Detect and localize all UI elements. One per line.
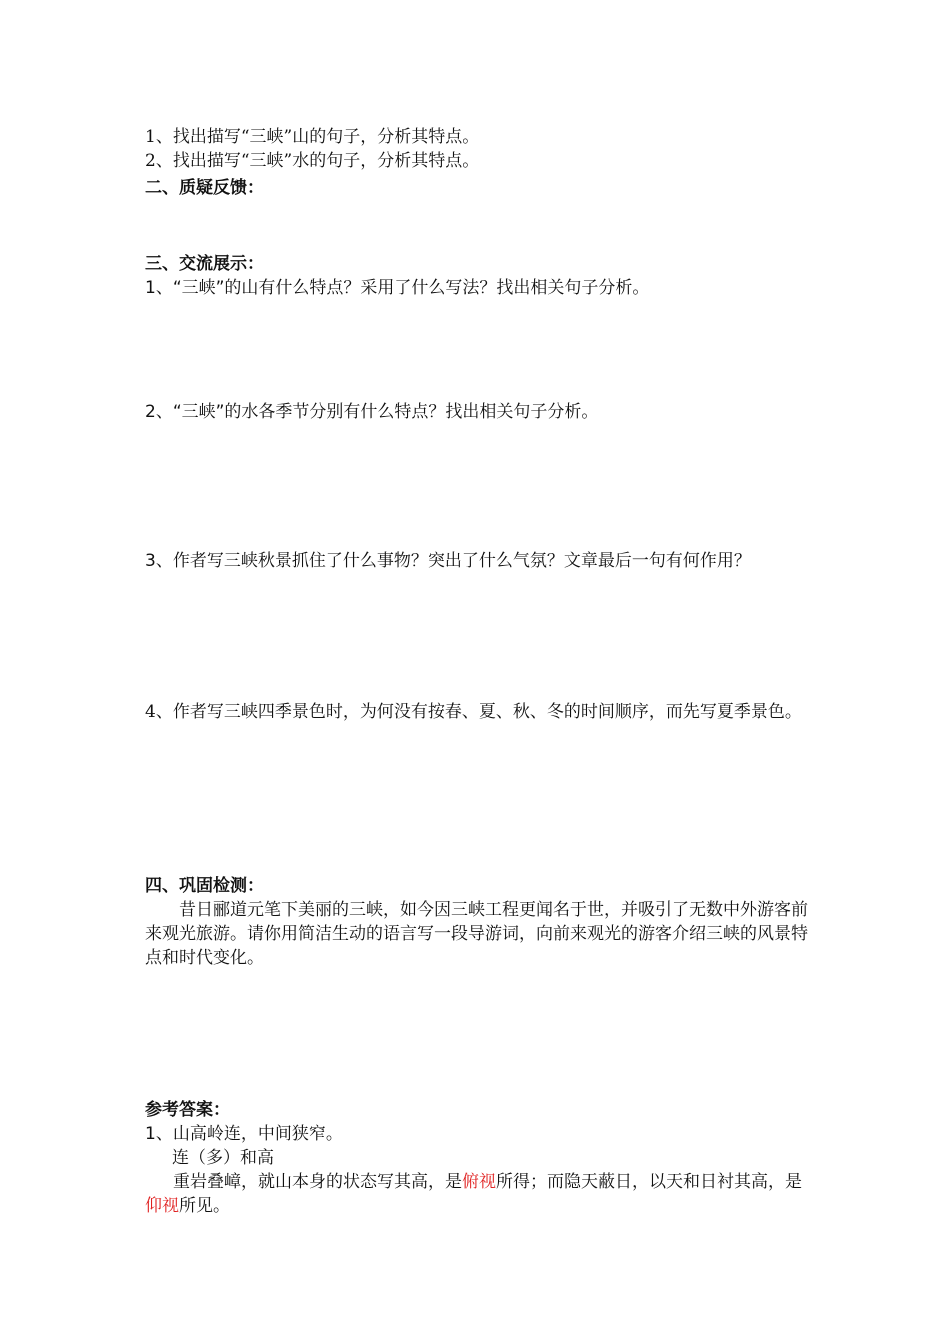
section-4-heading: 四、巩固检测： xyxy=(145,876,264,896)
section-3-question-3: 3、作者写三峡秋景抓住了什么事物？突出了什么气氛？文章最后一句有何作用？ xyxy=(145,551,751,571)
answer-1-detail xyxy=(145,1170,813,1218)
section-3-question-1: 1、“三峡”的山有什么特点？采用了什么写法？找出相关句子分析。 xyxy=(145,278,650,298)
section-3-question-4: 4、作者写三峡四季景色时，为何没有按春、夏、秋、冬的时间顺序，而先写夏季景色。 xyxy=(145,702,802,722)
preview-question-2: 2、找出描写“三峡”水的句子，分析其特点。 xyxy=(145,151,480,171)
answer-1-detail-part-2: 所得；而隐天蔽日，以天和日衬其高，是 xyxy=(496,1172,802,1192)
answers-heading: 参考答案： xyxy=(145,1100,230,1120)
answer-1-highlight-look-up: 仰视 xyxy=(145,1196,179,1216)
answer-1-detail-part-3: 所见。 xyxy=(179,1196,230,1216)
section-2-heading: 二、质疑反馈： xyxy=(145,178,264,198)
answer-1-sub: 连（多）和高 xyxy=(172,1148,274,1168)
preview-question-1: 1、找出描写“三峡”山的句子，分析其特点。 xyxy=(145,127,480,147)
section-4-body: 昔日郦道元笔下美丽的三峡，如今因三峡工程更闻名于世，并吸引了无数中外游客前来观光旅游。请你用简洁生动的语言写一段导游词，向前来观光的游客介绍三峡的风景特点和时代变化。 xyxy=(145,900,808,968)
section-3-question-2: 2、“三峡”的水各季节分别有什么特点？找出相关句子分析。 xyxy=(145,402,599,422)
answer-1-highlight-overlook: 俯视 xyxy=(462,1172,496,1192)
section-3-heading: 三、交流展示： xyxy=(145,254,264,274)
answer-1-detail-part-1: 重岩叠嶂，就山本身的状态写其高，是 xyxy=(173,1172,462,1192)
answer-1: 1、山高岭连，中间狭窄。 xyxy=(145,1124,343,1144)
